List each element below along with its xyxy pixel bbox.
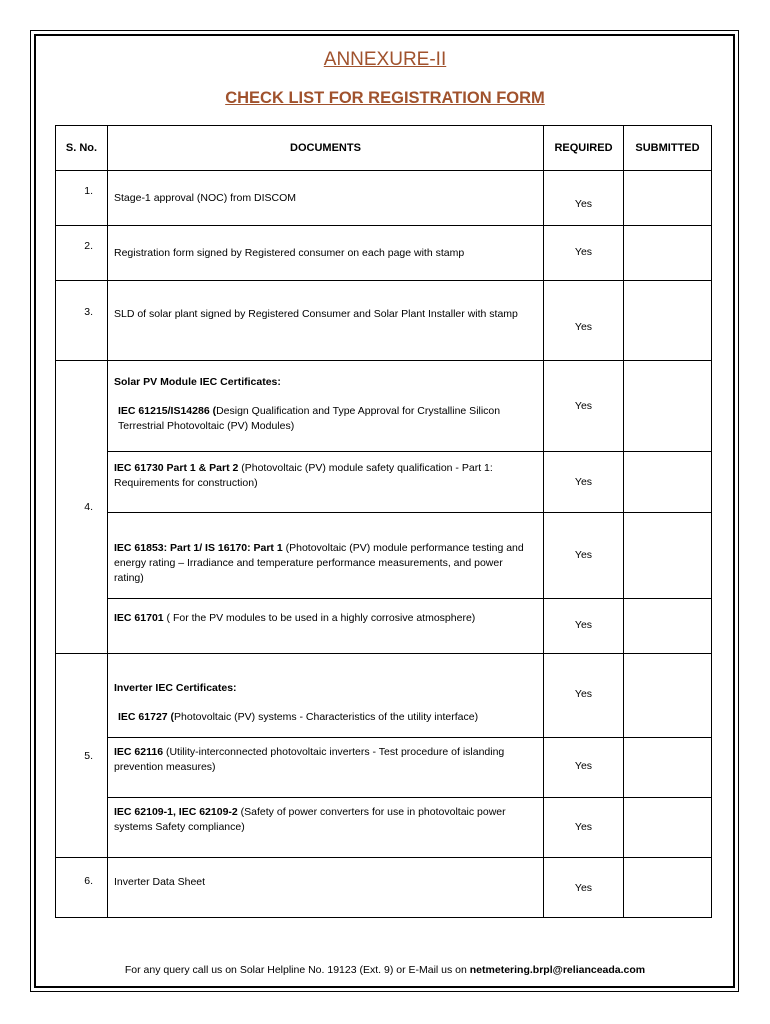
row-required [544, 226, 624, 281]
table-row [56, 361, 712, 452]
row-sno [56, 361, 108, 654]
row-document [108, 599, 544, 654]
row-document [108, 171, 544, 226]
row-document [108, 738, 544, 798]
row-document [108, 452, 544, 513]
required-value: Yes [574, 246, 593, 258]
table-header-row [56, 126, 712, 171]
table-row [56, 281, 712, 361]
required-value: Yes [574, 198, 593, 210]
doc-text: Inverter Data Sheet [114, 876, 206, 888]
row-submitted-cell[interactable] [624, 513, 712, 599]
row-required [544, 654, 624, 738]
doc-text: SLD of solar plant signed by Registered Consumer and Solar Plant Installer with stamp [114, 308, 518, 320]
doc-description: (Photovoltaic (PV) module performance testing and energy rating – Irradiance and temperature performance measurements, and power rating) [114, 542, 524, 584]
page-title: ANNEXURE-II [323, 49, 447, 70]
table-row [56, 654, 712, 738]
row-submitted-cell[interactable] [624, 858, 712, 918]
row-submitted-cell[interactable] [624, 798, 712, 858]
doc-description: (Photovoltaic (PV) module safety qualification - Part 1: Requirements for construction) [114, 462, 493, 489]
doc-code: IEC 61215/IS14286 ( [118, 405, 217, 417]
row-submitted-cell[interactable] [624, 361, 712, 452]
required-value: Yes [574, 549, 593, 561]
table-row [56, 738, 712, 798]
row-submitted-cell[interactable] [624, 599, 712, 654]
row-sno-text: 5. [84, 749, 93, 762]
row-document [108, 361, 544, 452]
row-document [108, 798, 544, 858]
table-row [56, 858, 712, 918]
row-submitted-cell[interactable] [624, 171, 712, 226]
row-sno: 3. [56, 281, 108, 361]
doc-text [114, 513, 535, 586]
doc-text: Stage-1 approval (NOC) from DISCOM [114, 192, 297, 204]
row-required [544, 858, 624, 918]
doc-text [114, 452, 535, 491]
doc-text [114, 738, 535, 775]
doc-code: IEC 61853: Part 1/ IS 16170: Part 1 [114, 542, 283, 554]
row-submitted-cell[interactable] [624, 452, 712, 513]
row-submitted-cell[interactable] [624, 226, 712, 281]
row-document [108, 226, 544, 281]
row-submitted-cell[interactable] [624, 654, 712, 738]
doc-text [114, 599, 535, 626]
required-value: Yes [574, 619, 593, 631]
row-required [544, 361, 624, 452]
required-value: Yes [574, 688, 593, 700]
required-value: Yes [574, 882, 593, 894]
row-document [108, 654, 544, 738]
footer-text: For any query call us on Solar Helpline No. 19123 (Ext. 9) or E-Mail us on [124, 964, 470, 976]
required-value: Yes [574, 821, 593, 833]
doc-code: IEC 61701 [114, 612, 164, 624]
doc-description: Photovoltaic (PV) systems - Characteristics of the utility interface) [174, 711, 479, 723]
doc-text [114, 390, 535, 434]
row-required [544, 281, 624, 361]
row-required [544, 599, 624, 654]
doc-description: (Safety of power converters for use in photovoltaic power systems Safety compliance) [114, 806, 506, 833]
table-row [56, 226, 712, 281]
row-sno: 2. [56, 226, 108, 281]
row-required [544, 738, 624, 798]
table-row [56, 452, 712, 513]
row-sno: 1. [56, 171, 108, 226]
row-required [544, 171, 624, 226]
doc-code: IEC 62116 [114, 746, 164, 758]
doc-text [114, 696, 535, 725]
row-required [544, 513, 624, 599]
header-documents: DOCUMENTS [108, 126, 544, 171]
row-submitted-cell[interactable] [624, 281, 712, 361]
table-row [56, 599, 712, 654]
doc-code: IEC 61727 ( [118, 711, 175, 723]
table-row [56, 171, 712, 226]
table-row [56, 513, 712, 599]
section-heading: Solar PV Module IEC Certificates: [114, 376, 281, 388]
footer-email-link[interactable]: netmetering.brpl@relianceada.com [469, 964, 646, 976]
row-document [108, 281, 544, 361]
doc-text: Registration form signed by Registered consumer on each page with stamp [114, 247, 465, 259]
footer-contact [0, 964, 770, 976]
section-heading: Inverter IEC Certificates: [114, 682, 237, 694]
page-subtitle: CHECK LIST FOR REGISTRATION FORM [225, 89, 545, 107]
required-value: Yes [574, 476, 593, 488]
row-submitted-cell[interactable] [624, 738, 712, 798]
row-sno-text: 4. [84, 501, 93, 513]
doc-code: IEC 61730 Part 1 & Part 2 [114, 462, 239, 474]
doc-description: (Utility-interconnected photovoltaic inverters - Test procedure of islanding prevention measures) [114, 746, 505, 773]
required-value: Yes [574, 400, 593, 412]
required-value: Yes [574, 321, 593, 333]
required-value: Yes [574, 760, 593, 772]
header-sno: S. No. [56, 126, 108, 171]
doc-text [114, 798, 535, 835]
doc-description: ( For the PV modules to be used in a highly corrosive atmosphere) [163, 612, 476, 624]
row-required [544, 452, 624, 513]
row-sno: 6. [56, 858, 108, 918]
row-document [108, 858, 544, 918]
table-row [56, 798, 712, 858]
row-sno [56, 654, 108, 858]
doc-code: IEC 62109-1, IEC 62109-2 [114, 806, 238, 818]
checklist-table [55, 125, 712, 918]
header-required: REQUIRED [544, 126, 624, 171]
header-submitted: SUBMITTED [624, 126, 712, 171]
doc-description: Design Qualification and Type Approval for Crystalline Silicon Terrestrial Photovoltaic (PV) Modules) [118, 405, 501, 432]
row-document [108, 513, 544, 599]
row-required [544, 798, 624, 858]
